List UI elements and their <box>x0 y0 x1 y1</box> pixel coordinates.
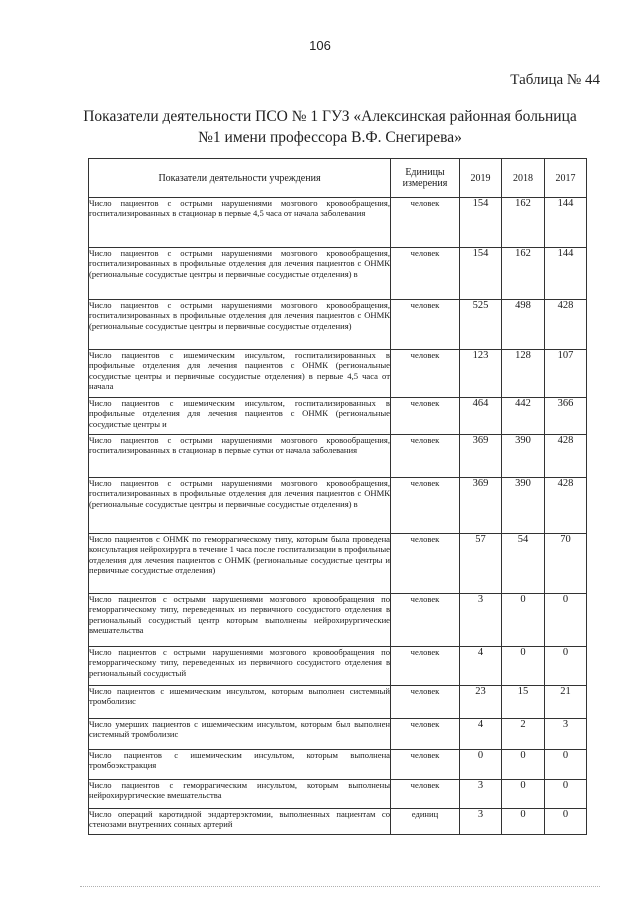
row-value-2019: 3 <box>460 780 502 809</box>
header-unit: Единицы измерения <box>391 159 460 198</box>
row-value-2018: 390 <box>502 435 545 478</box>
row-unit: человек <box>391 198 460 248</box>
page-number: 106 <box>309 38 331 53</box>
row-unit: человек <box>391 719 460 750</box>
row-value-2017: 428 <box>545 300 587 350</box>
row-description: Число пациентов с острыми нарушениями мозгового кровообращения, госпитализированных в профильные отделения для лечения пациентов с ОНМК (региональные сосудистые центры и первичные сосудистые отделения) в <box>89 248 391 300</box>
row-value-2019: 3 <box>460 809 502 835</box>
row-value-2019: 23 <box>460 686 502 719</box>
table-row <box>89 398 587 435</box>
row-value-2017: 21 <box>545 686 587 719</box>
row-description: Число пациентов с острыми нарушениями мозгового кровообращения, госпитализированных в профильные отделения для лечения пациентов с ОНМК (региональные сосудистые центры и первичные сосудистые отделения) <box>89 300 391 350</box>
row-description: Число пациентов с ишемическим инсультом, госпитализированных в профильные отделения для лечения пациентов с ОНМК (региональные сосудистые центры и первичные сосудистые отделения) в первые 4,5 часа от начала <box>89 350 391 398</box>
header-2019: 2019 <box>460 159 502 198</box>
row-unit: человек <box>391 780 460 809</box>
row-unit: человек <box>391 686 460 719</box>
row-value-2017: 428 <box>545 435 587 478</box>
row-value-2017: 144 <box>545 198 587 248</box>
row-value-2019: 123 <box>460 350 502 398</box>
row-value-2017: 0 <box>545 809 587 835</box>
row-unit: человек <box>391 534 460 594</box>
row-value-2018: 162 <box>502 198 545 248</box>
document-title <box>70 106 590 148</box>
table-row <box>89 780 587 809</box>
row-value-2018: 0 <box>502 594 545 647</box>
row-value-2018: 0 <box>502 750 545 780</box>
title-line-1: Показатели деятельности ПСО № 1 ГУЗ «Алексинская районная больница <box>83 108 577 125</box>
row-value-2019: 57 <box>460 534 502 594</box>
row-description: Число операций каротидной эндартерэктомии, выполненных пациентам со стенозами внутренних сонных артерий <box>89 809 391 835</box>
row-unit: человек <box>391 435 460 478</box>
row-value-2017: 366 <box>545 398 587 435</box>
row-value-2018: 128 <box>502 350 545 398</box>
row-unit: единиц <box>391 809 460 835</box>
row-description: Число пациентов с ишемическим инсультом, которым выполнен системный тромболизис <box>89 686 391 719</box>
table-row <box>89 478 587 534</box>
table-row <box>89 750 587 780</box>
row-description: Число пациентов с острыми нарушениями мозгового кровообращения по геморрагическому типу, переведенных из первичного сосудистого отделения в региональный сосудистый <box>89 647 391 686</box>
table-header-row <box>89 159 587 198</box>
row-description: Число пациентов с ишемическим инсультом, которым выполнена тромбоэкстракция <box>89 750 391 780</box>
row-description: Число пациентов с острыми нарушениями мозгового кровообращения, госпитализированных в профильные отделения для лечения пациентов с ОНМК (региональные сосудистые центры и первичные сосудистые отделения) в <box>89 478 391 534</box>
row-value-2019: 154 <box>460 198 502 248</box>
row-value-2019: 369 <box>460 478 502 534</box>
header-2017: 2017 <box>545 159 587 198</box>
row-value-2017: 70 <box>545 534 587 594</box>
row-description: Число пациентов с геморрагическим инсультом, которым выполнены нейрохирургические вмешательства <box>89 780 391 809</box>
row-value-2018: 390 <box>502 478 545 534</box>
header-2018: 2018 <box>502 159 545 198</box>
row-value-2018: 54 <box>502 534 545 594</box>
row-unit: человек <box>391 647 460 686</box>
row-value-2019: 0 <box>460 750 502 780</box>
row-unit: человек <box>391 478 460 534</box>
row-description: Число пациентов с острыми нарушениями мозгового кровообращения, госпитализированных в стационар в первые сутки от начала заболевания <box>89 435 391 478</box>
row-description: Число пациентов с ишемическим инсультом, госпитализированных в профильные отделения для лечения пациентов с ОНМК (региональные сосудистые центры и <box>89 398 391 435</box>
row-value-2017: 107 <box>545 350 587 398</box>
row-value-2019: 4 <box>460 719 502 750</box>
title-line-2: №1 имени профессора В.Ф. Снегирева» <box>198 129 462 146</box>
row-value-2017: 0 <box>545 750 587 780</box>
row-value-2019: 525 <box>460 300 502 350</box>
row-unit: человек <box>391 398 460 435</box>
table-row <box>89 248 587 300</box>
row-value-2018: 0 <box>502 647 545 686</box>
indicators-table <box>88 158 587 835</box>
table-row <box>89 719 587 750</box>
row-value-2017: 0 <box>545 594 587 647</box>
row-value-2017: 3 <box>545 719 587 750</box>
row-value-2017: 0 <box>545 647 587 686</box>
table-row <box>89 809 587 835</box>
row-value-2019: 369 <box>460 435 502 478</box>
row-value-2018: 442 <box>502 398 545 435</box>
row-value-2017: 428 <box>545 478 587 534</box>
scan-artifact-line <box>80 886 600 889</box>
table-row <box>89 435 587 478</box>
table-number: Таблица № 44 <box>510 72 600 88</box>
table-row <box>89 647 587 686</box>
row-value-2017: 0 <box>545 780 587 809</box>
row-value-2018: 0 <box>502 809 545 835</box>
row-unit: человек <box>391 248 460 300</box>
row-value-2018: 498 <box>502 300 545 350</box>
row-value-2019: 3 <box>460 594 502 647</box>
table-row <box>89 198 587 248</box>
row-unit: человек <box>391 594 460 647</box>
table-row <box>89 686 587 719</box>
row-value-2019: 4 <box>460 647 502 686</box>
row-value-2018: 162 <box>502 248 545 300</box>
row-value-2018: 0 <box>502 780 545 809</box>
table-row <box>89 594 587 647</box>
row-unit: человек <box>391 750 460 780</box>
row-description: Число пациентов с острыми нарушениями мозгового кровообращения по геморрагическому типу, переведенных из первичного сосудистого отделения в региональный сосудистый центр которым выполнены нейрохирургические вмешательства <box>89 594 391 647</box>
header-indicator: Показатели деятельности учреждения <box>89 159 391 198</box>
row-value-2018: 2 <box>502 719 545 750</box>
row-description: Число умерших пациентов с ишемическим инсультом, которым был выполнен системный тромболизис <box>89 719 391 750</box>
row-unit: человек <box>391 350 460 398</box>
row-value-2019: 154 <box>460 248 502 300</box>
row-description: Число пациентов с ОНМК по геморрагическому типу, которым была проведена консультация нейрохирурга в течение 1 часа после госпитализации в профильные отделения для лечения пациентов с ОНМК (региональные сосудистые центры и первичные сосудистые отделения) <box>89 534 391 594</box>
row-unit: человек <box>391 300 460 350</box>
table-row <box>89 534 587 594</box>
row-description: Число пациентов с острыми нарушениями мозгового кровообращения, госпитализированных в стационар в первые 4,5 часа от начала заболевания <box>89 198 391 248</box>
table-row <box>89 300 587 350</box>
row-value-2019: 464 <box>460 398 502 435</box>
table-row <box>89 350 587 398</box>
row-value-2017: 144 <box>545 248 587 300</box>
row-value-2018: 15 <box>502 686 545 719</box>
